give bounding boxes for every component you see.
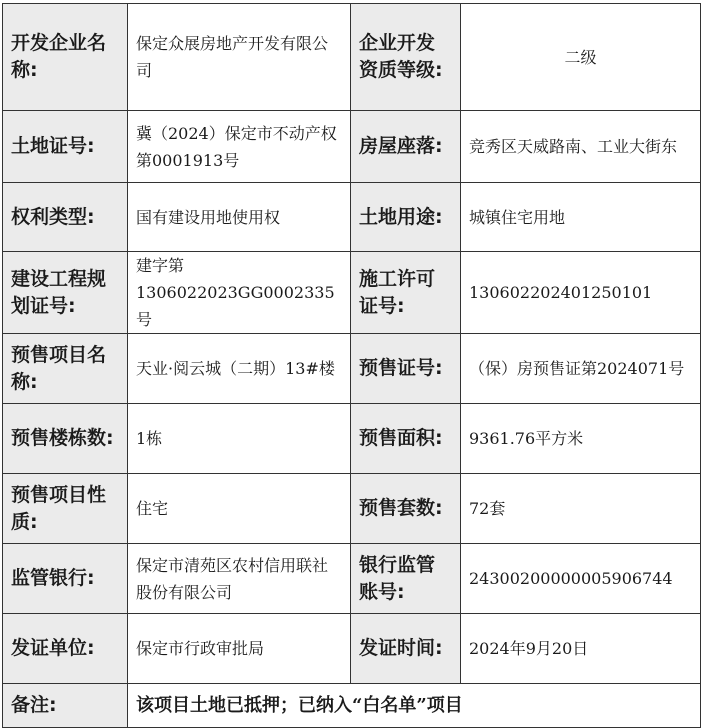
presale-cert-label: 预售证号:	[351, 334, 461, 404]
right-type-label: 权利类型:	[3, 183, 128, 252]
building-count-label: 预售楼栋数:	[3, 404, 128, 474]
table-row	[3, 111, 701, 183]
project-name-label: 预售项目名称:	[3, 334, 128, 404]
location-label: 房屋座落:	[351, 111, 461, 183]
table-row	[3, 334, 701, 404]
table-row	[3, 614, 701, 684]
remark-value: 该项目土地已抵押；已纳入“白名单”项目	[128, 684, 701, 728]
table-row	[3, 183, 701, 252]
qualification-value: 二级	[461, 4, 701, 111]
developer-label: 开发企业名称:	[3, 4, 128, 111]
project-nature-label: 预售项目性质:	[3, 474, 128, 544]
table-row	[3, 544, 701, 614]
unit-count-label: 预售套数:	[351, 474, 461, 544]
project-name-value: 天业·阅云城（二期）13#楼	[128, 334, 351, 404]
table-row	[3, 404, 701, 474]
issue-date-label: 发证时间:	[351, 614, 461, 684]
construction-permit-label: 施工许可证号:	[351, 252, 461, 334]
issue-date-value: 2024年9月20日	[461, 614, 701, 684]
unit-count-value: 72套	[461, 474, 701, 544]
bank-account-label: 银行监管账号:	[351, 544, 461, 614]
bank-label: 监管银行:	[3, 544, 128, 614]
land-use-label: 土地用途:	[351, 183, 461, 252]
presale-cert-value: （保）房预售证第2024071号	[461, 334, 701, 404]
developer-value: 保定众展房地产开发有限公司	[128, 4, 351, 111]
planning-cert-label: 建设工程规划证号:	[3, 252, 128, 334]
bank-account-value: 24300200000005906744	[461, 544, 701, 614]
construction-permit-value: 130602202401250101	[461, 252, 701, 334]
table-row	[3, 684, 701, 728]
issuer-value: 保定市行政审批局	[128, 614, 351, 684]
building-count-value: 1栋	[128, 404, 351, 474]
issuer-label: 发证单位:	[3, 614, 128, 684]
land-use-value: 城镇住宅用地	[461, 183, 701, 252]
table-row	[3, 252, 701, 334]
table-row	[3, 4, 701, 111]
land-cert-label: 土地证号:	[3, 111, 128, 183]
remark-label: 备注:	[3, 684, 128, 728]
planning-cert-value: 建字第1306022023GG0002335号	[128, 252, 351, 334]
bank-value: 保定市清苑区农村信用联社股份有限公司	[128, 544, 351, 614]
presale-info-table	[2, 3, 701, 728]
land-cert-value: 冀（2024）保定市不动产权第0001913号	[128, 111, 351, 183]
qualification-label: 企业开发资质等级:	[351, 4, 461, 111]
right-type-value: 国有建设用地使用权	[128, 183, 351, 252]
location-value: 竞秀区天威路南、工业大街东	[461, 111, 701, 183]
presale-area-value: 9361.76平方米	[461, 404, 701, 474]
table-row	[3, 474, 701, 544]
project-nature-value: 住宅	[128, 474, 351, 544]
presale-area-label: 预售面积:	[351, 404, 461, 474]
